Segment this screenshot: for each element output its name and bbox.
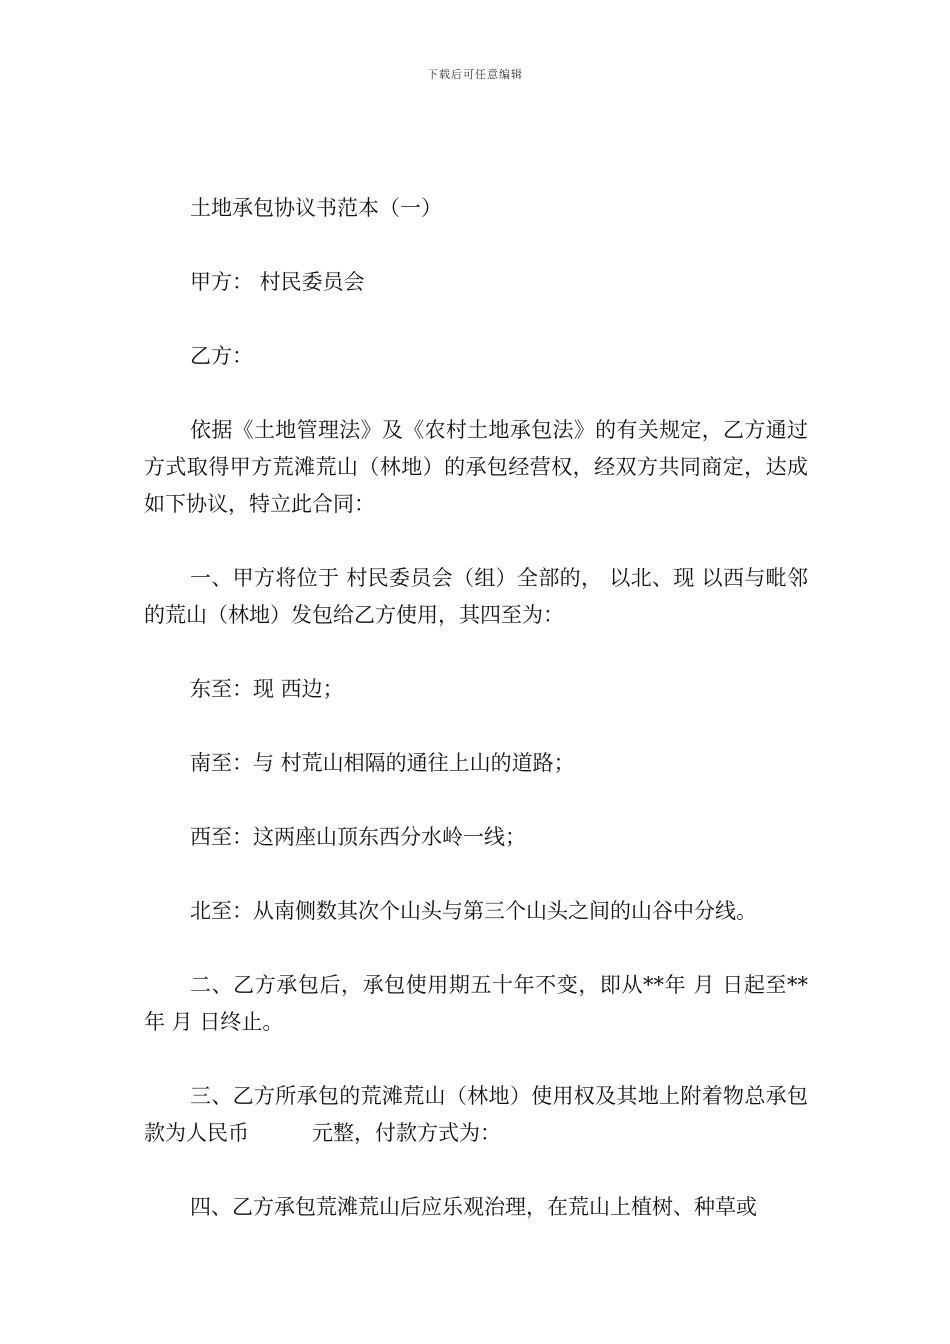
paragraph-basis: 依据《土地管理法》及《农村土地承包法》的有关规定，乙方通过 方式取得甲方荒滩荒山（林地）的承包经营权，经双方共同商定，达成如下协议，特立此合同：	[144, 418, 815, 516]
paragraph-clause-3: 三、乙方所承包的荒滩荒山（林地）使用权及其地上附着物总承包款为人民币 元整，付款方式为：	[144, 1084, 808, 1145]
paragraph-north-boundary: 北至：从南侧数其次个山头与第三个山头之间的山谷中分线。	[190, 899, 757, 923]
paragraph-east-boundary: 东至：现 西边；	[190, 677, 344, 701]
paragraph-clause-2: 二、乙方承包后，承包使用期五十年不变，即从**年 月 日起至**年 月 日终止。	[144, 973, 808, 1034]
page-header-note: 下载后可任意编辑	[427, 68, 523, 81]
document-title: 土地承包协议书范本（一）	[190, 196, 442, 220]
party-b-line: 乙方：	[190, 344, 253, 368]
paragraph-clause-1: 一、甲方将位于 村民委员会（组）全部的， 以北、现 以西与毗邻的荒山（林地）发包给乙方使用，其四至为：	[144, 566, 808, 627]
document-body	[144, 190, 815, 1263]
party-a-line: 甲方： 村民委员会	[190, 270, 365, 294]
paragraph-south-boundary: 南至：与 村荒山相隔的通往上山的道路；	[190, 751, 575, 775]
paragraph-clause-4: 四、乙方承包荒滩荒山后应乐观治理，在荒山上植树、种草或	[190, 1195, 757, 1219]
paragraph-west-boundary: 西至：这两座山顶东西分水岭一线；	[190, 825, 526, 849]
